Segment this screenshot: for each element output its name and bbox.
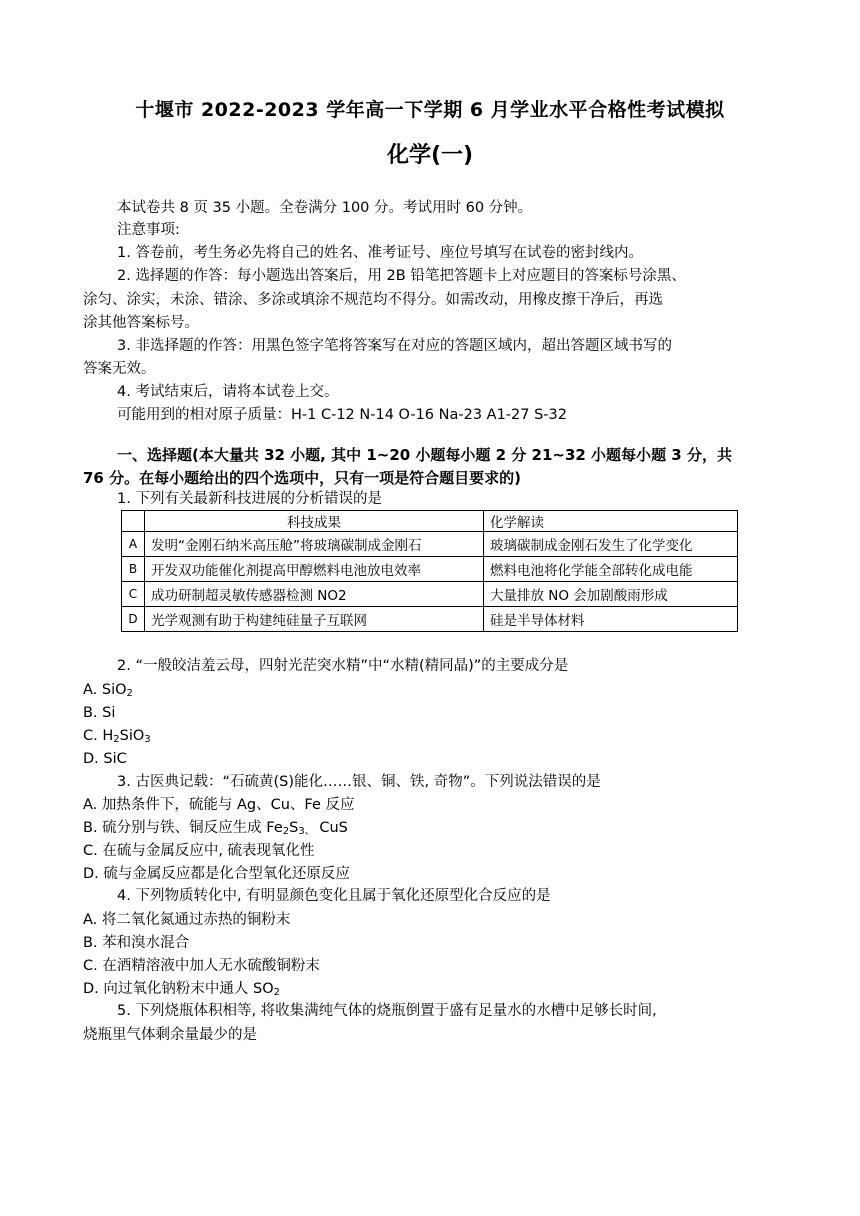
atomic-masses: 可能用到的相对原子质量：H-1 C-12 N-14 O-16 Na-23 A1-27 S-32 [117, 407, 567, 423]
q3-option-b: B. 硫分别与铁、铜反应生成 $Fe_2S_{3、}$ CuS [83, 820, 348, 837]
note-4: 4. 考试结束后，请将本试卷上交。 [117, 384, 339, 400]
q1-achievement-cell: 成功研制超灵敏传感器检测 NO2 [145, 582, 484, 607]
q3-stem: 3. 古医典记载：“石硫黄(S)能化……银、铜、铁, 奇物”。下列说法错误的是 [117, 774, 601, 790]
note-2-line-3: 涂其他答案标号。 [83, 315, 199, 331]
q4-option-d: D. 向过氧化钠粉末中通人 $SO_2$ [83, 981, 280, 998]
q4-option-c: C. 在酒精溶液中加人无水硫酸铜粉末 [83, 958, 320, 974]
q1-interpretation-cell: 硅是半导体材料 [484, 607, 738, 632]
q2-stem: 2. “一般皎洁羞云母，四射光茫突水精”中“水精(精同晶)”的主要成分是 [117, 658, 569, 674]
q1-header-interpretation: 化学解读 [484, 511, 738, 532]
q1-option-label: C [122, 582, 145, 607]
q1-table [121, 510, 738, 632]
q1-achievement-cell: 发明“金刚石纳米高压舱”将玻璃碳制成金刚石 [145, 532, 484, 557]
q3-option-a: A. 加热条件下，硫能与 Ag、Cu、Fe 反应 [83, 797, 355, 813]
note-2-line-1: 2. 选择题的作答：每小题选出答案后，用 2B 铅笔把答题卡上对应题目的答案标号涂黑、 [117, 268, 686, 284]
q1-interpretation-cell: 燃料电池将化学能全部转化成电能 [484, 557, 738, 582]
q1-interpretation-cell: 玻璃碳制成金刚石发生了化学变化 [484, 532, 738, 557]
q1-table-header [122, 511, 738, 532]
q3-option-c: C. 在硫与金属反应中, 硫表现氧化性 [83, 843, 315, 859]
q1-achievement-cell: 光学观测有助于构建纯硅量子互联网 [145, 607, 484, 632]
q4-stem: 4. 下列物质转化中, 有明显颜色变化且属于氧化还原型化合反应的是 [117, 888, 551, 904]
exam-title: 十堰市 2022-2023 学年高一下学期 6 月学业水平合格性考试模拟 [135, 99, 725, 121]
q4-option-a: A. 将二氧化氮通过赤热的铜粉末 [83, 912, 291, 928]
exam-summary: 本试卷共 8 页 35 小题。全卷满分 100 分。考试用时 60 分钟。 [117, 200, 533, 216]
q5-stem-line-2: 烧瓶里气体剩余量最少的是 [83, 1027, 257, 1043]
table-row [122, 582, 738, 607]
q4-option-b: B. 苯和溴水混合 [83, 935, 190, 951]
q1-header-blank [122, 511, 145, 532]
section-heading-line-2: 76 分。在每小题给出的四个选项中，只有一项是符合题目要求的) [83, 469, 521, 487]
q1-achievement-cell: 开发双功能催化剂提高甲醇燃料电池放电效率 [145, 557, 484, 582]
q1-option-label: A [122, 532, 145, 557]
table-row [122, 532, 738, 557]
table-row [122, 557, 738, 582]
notes-heading: 注意事项: [117, 222, 180, 238]
note-3-line-2: 答案无效。 [83, 361, 156, 377]
q2-option-b: B. Si [83, 705, 116, 721]
q1-header-achievement: 科技成果 [145, 511, 484, 532]
table-row [122, 607, 738, 632]
q2-option-c: C. $H_2SiO_3$ [83, 728, 151, 745]
note-1: 1. 答卷前，考生务必先将自己的姓名、准考证号、座位号填写在试卷的密封线内。 [117, 245, 643, 261]
q1-option-label: D [122, 607, 145, 632]
section-heading-line-1: 一、选择题(本大量共 32 小题, 其中 1~20 小题每小题 2 分 21~32 小题每小题 3 分，共 [117, 446, 732, 464]
q1-option-label: B [122, 557, 145, 582]
note-2-line-2: 涂匀、涂实，未涂、错涂、多涂或填涂不规范均不得分。如需改动，用橡皮擦干净后，再选 [83, 292, 663, 308]
q3-option-d: D. 硫与金属反应都是化合型氧化还原反应 [83, 866, 350, 882]
note-3-line-1: 3. 非选择题的作答：用黑色签字笔将答案写在对应的答题区域内，超出答题区域书写的 [117, 338, 672, 354]
q1-stem: 1. 下列有关最新科技进展的分析错误的是 [117, 491, 382, 507]
exam-subtitle: 化学(一) [386, 143, 474, 168]
q2-option-d: D. SiC [83, 751, 127, 767]
q5-stem-line-1: 5. 下列烧瓶体积相等, 将收集满纯气体的烧瓶倒置于盛有足量水的水槽中足够长时间, [117, 1003, 657, 1019]
q1-interpretation-cell: 大量排放 NO 会加剧酸雨形成 [484, 582, 738, 607]
q2-option-a: A. SiO$_2$ [83, 682, 133, 699]
